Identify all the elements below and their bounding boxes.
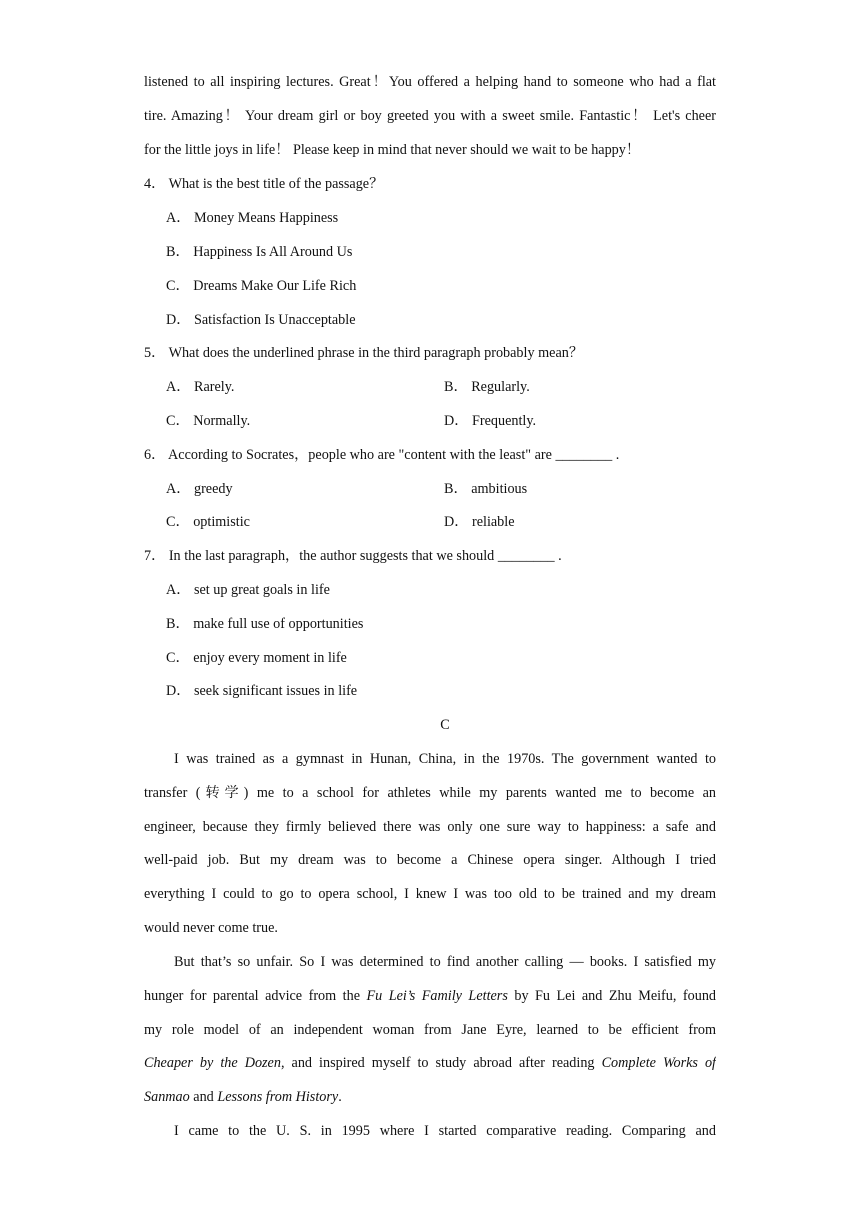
book-title: Lessons from History <box>217 1089 339 1105</box>
text-run: and <box>189 1089 218 1105</box>
question-7-stem: 7． In the last paragraph，the author suggests that we should ________ . <box>144 548 562 564</box>
book-title: Complete Works of <box>601 1055 716 1071</box>
passage-line: tire. Amazing！ Your dream girl or boy greeted you with a sweet smile. Fantastic！ Let's cheer <box>144 108 716 124</box>
question-6-stem: 6． According to Socrates，people who are "content with the least" are ________ . <box>144 447 620 463</box>
book-title: Cheaper by the Dozen <box>144 1055 281 1071</box>
paragraph-line: I was trained as a gymnast in Hunan, China, in the 1970s. The government wanted to <box>174 751 716 767</box>
question-7-option-b: B． make full use of opportunities <box>166 616 364 632</box>
book-title: Fu Lei’s Family Letters <box>366 988 508 1004</box>
question-5-option-a: A． Rarely. <box>166 379 235 395</box>
text-run: by Fu Lei and Zhu Meifu, found <box>507 988 716 1004</box>
text-run: hunger for parental advice from the <box>144 988 367 1004</box>
question-7-option-c: C． enjoy every moment in life <box>166 650 347 666</box>
question-5-option-b: B． Regularly. <box>444 379 530 395</box>
paragraph-line: well-paid job. But my dream was to become a Chinese opera singer. Although I tried <box>144 852 716 868</box>
paragraph-line: would never come true. <box>144 920 278 936</box>
text-run: . <box>338 1089 342 1105</box>
question-5-option-d: D． Frequently. <box>444 413 537 429</box>
question-5-option-c: C． Normally. <box>166 413 251 429</box>
question-4-option-c: C． Dreams Make Our Life Rich <box>166 278 357 294</box>
passage-line: listened to all inspiring lectures. Great！You offered a helping hand to someone who had a flat <box>144 74 716 90</box>
paragraph-line: I came to the U. S. in 1995 where I started comparative reading. Comparing and <box>174 1123 716 1139</box>
paragraph-line: transfer (转学) me to a school for athletes while my parents wanted me to become an <box>144 785 716 801</box>
question-6-option-c: C． optimistic <box>166 514 250 530</box>
paragraph-line <box>144 1053 716 1073</box>
paragraph-line: But that’s so unfair. So I was determined to find another calling — books. I satisfied my <box>174 954 716 970</box>
question-7-option-a: A． set up great goals in life <box>166 582 330 598</box>
question-4-option-b: B． Happiness Is All Around Us <box>166 244 353 260</box>
paragraph-line: my role model of an independent woman from Jane Eyre, learned to be efficient from <box>144 1022 716 1038</box>
passage-line: for the little joys in life！ Please keep in mind that never should we wait to be happy！ <box>144 142 641 158</box>
question-4-option-d: D． Satisfaction Is Unacceptable <box>166 312 356 328</box>
paragraph-line: everything I could to go to opera school, I knew I was too old to be trained and my dream <box>144 886 716 902</box>
question-4-stem: 4． What is the best title of the passage？ <box>144 176 384 192</box>
question-6-option-b: B． ambitious <box>444 481 528 497</box>
section-heading: C <box>440 717 450 733</box>
question-4-option-a: A． Money Means Happiness <box>166 210 339 226</box>
question-5-stem: 5． What does the underlined phrase in the third paragraph probably mean？ <box>144 345 584 361</box>
paragraph-line <box>144 1087 716 1107</box>
text-run: , and inspired myself to study abroad after reading <box>280 1055 602 1071</box>
question-6-option-d: D． reliable <box>444 514 515 530</box>
question-6-option-a: A． greedy <box>166 481 233 497</box>
book-title: Sanmao <box>144 1089 190 1105</box>
paragraph-line <box>144 986 716 1006</box>
paragraph-line: engineer, because they firmly believed there was only one sure way to happiness: a safe and <box>144 819 716 835</box>
question-7-option-d: D． seek significant issues in life <box>166 683 358 699</box>
